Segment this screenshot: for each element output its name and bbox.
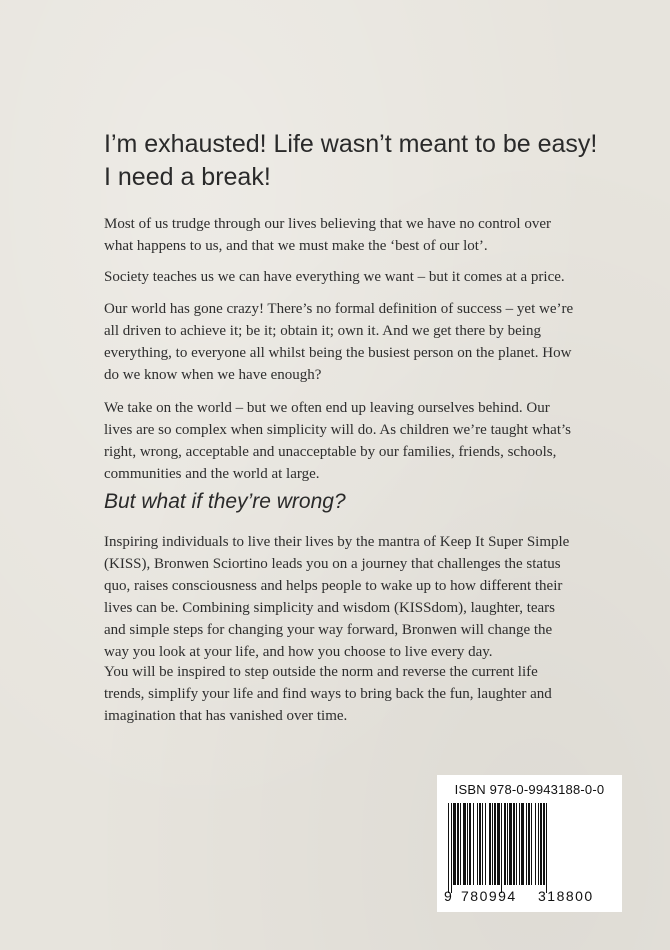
barcode-bar	[494, 803, 496, 885]
barcode-bar	[540, 803, 542, 885]
barcode-bar	[463, 803, 466, 885]
barcode-bar	[479, 803, 481, 885]
barcode-bar	[526, 803, 527, 885]
subheading-what-if: But what if they’re wrong?	[104, 490, 346, 513]
paragraph-take-on-world: We take on the world – but we often end up leaving ourselves behind. Our lives are so complex when simplicity will do. As children we’re taught what’s right, wrong, acceptable and unacceptable by our families, friends, schools, communities and the world at large.	[104, 400, 571, 482]
barcode-bars	[446, 803, 613, 893]
barcode-bar	[543, 803, 545, 885]
barcode-bar	[482, 803, 483, 885]
barcode-bar	[492, 803, 493, 885]
barcode-bar	[451, 803, 452, 893]
barcode-bar	[473, 803, 474, 885]
cover-headline	[104, 128, 624, 194]
isbn-barcode-box	[437, 775, 622, 912]
paragraph-inspired: You will be inspired to step outside the norm and reverse the current life trends, simplify your life and find ways to bring back the fun, laughter and imagination that has vanished over time.	[104, 664, 552, 724]
barcode-bar	[504, 803, 506, 885]
barcode-bar	[509, 803, 512, 885]
barcode-bar	[528, 803, 530, 885]
paragraph-society: Society teaches us we can have everything we want – but it comes at a price.	[104, 269, 565, 285]
headline-line-2: I need a break!	[104, 163, 271, 191]
paragraph-world-crazy: Our world has gone crazy! There’s no formal definition of success – yet we’re all driven to achieve it; be it; obtain it; own it. And we get there by being everything, to everyone all whilst being the busiest person on the planet. How do we know when we have enough?	[104, 301, 574, 383]
isbn-label: ISBN 978-0-9943188-0-0	[454, 782, 605, 797]
barcode-bar	[519, 803, 520, 885]
barcode-bar	[521, 803, 524, 885]
barcode-lead-digit: 9	[444, 888, 452, 904]
barcode-bar	[513, 803, 515, 885]
barcode-bar	[546, 803, 547, 893]
barcode-digit-group-2: 318800	[538, 888, 594, 904]
barcode-bar	[535, 803, 536, 885]
barcode-bar	[516, 803, 517, 885]
barcode-bar	[507, 803, 508, 885]
headline-line-1: I’m exhausted! Life wasn’t meant to be easy!	[104, 130, 598, 158]
barcode-bar	[448, 803, 449, 893]
barcode-bar	[501, 803, 502, 893]
barcode-bar	[489, 803, 491, 885]
barcode-bar	[497, 803, 500, 885]
barcode-bar	[467, 803, 468, 885]
barcode-bar	[477, 803, 478, 885]
barcode-bar	[538, 803, 539, 885]
paragraph-intro: Most of us trudge through our lives believing that we have no control over what happens to us, and that we must make the ‘best of our lot’.	[104, 216, 551, 254]
barcode-bar	[485, 803, 486, 885]
barcode-bar	[453, 803, 456, 885]
barcode-digit-group-1: 780994	[461, 888, 517, 904]
barcode-bar	[460, 803, 461, 885]
barcode-bar	[531, 803, 532, 885]
paragraph-inspiring: Inspiring individuals to live their lives by the mantra of Keep It Super Simple (KISS), Bronwen Sciortino leads you on a journey that challenges the status quo, raises consciousness and helps people to wake up to how different their lives can be. Combining simplicity and wisdom (KISSdom), laughter, tears and simple steps for changing your way forward, Bronwen will change the way you look at your life, and how you choose to live every day.	[104, 534, 570, 660]
barcode-bar	[469, 803, 471, 885]
barcode-bar	[457, 803, 459, 885]
